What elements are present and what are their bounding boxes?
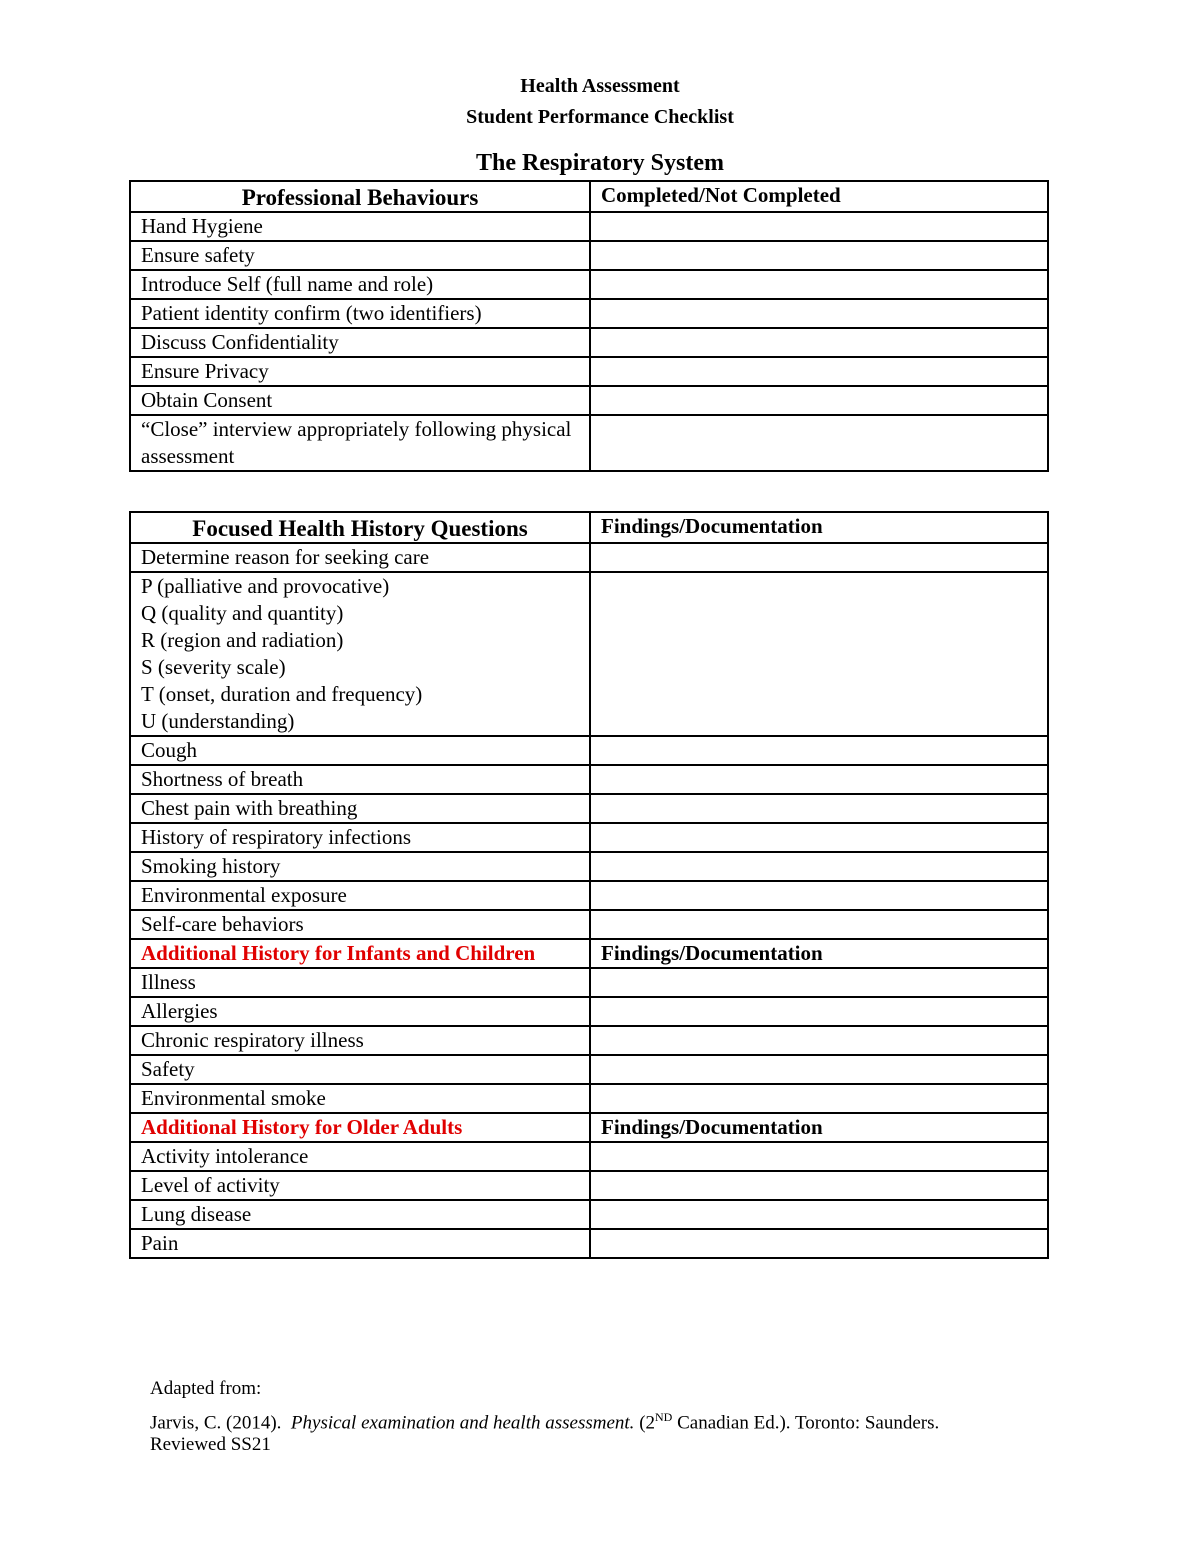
row-label: Determine reason for seeking care — [130, 543, 590, 572]
row-label: Allergies — [130, 997, 590, 1026]
doc-title: Health Assessment — [520, 75, 680, 97]
row-label: Activity intolerance — [130, 1142, 590, 1171]
findings-cell[interactable] — [590, 1229, 1048, 1258]
findings-cell[interactable] — [590, 1055, 1048, 1084]
table-row — [130, 765, 1048, 794]
pqrstu-item: Q (quality and quantity) — [141, 601, 344, 625]
findings-cell[interactable] — [590, 910, 1048, 939]
findings-cell[interactable] — [590, 765, 1048, 794]
row-label: Chest pain with breathing — [130, 794, 590, 823]
citation-ed-sup: ND — [655, 1410, 673, 1424]
row-label: Environmental smoke — [130, 1084, 590, 1113]
table-row — [130, 1026, 1048, 1055]
infants-section-title: Additional History for Infants and Children — [130, 939, 590, 968]
table-row — [130, 543, 1048, 572]
table-row — [130, 794, 1048, 823]
table-row — [130, 968, 1048, 997]
row-label: History of respiratory infections — [130, 823, 590, 852]
table-header-row — [130, 512, 1048, 543]
completed-cell[interactable] — [590, 270, 1048, 299]
completed-cell[interactable] — [590, 357, 1048, 386]
older-findings-header: Findings/Documentation — [590, 1113, 1048, 1142]
citation-author: Jarvis, C. (2014). — [150, 1412, 282, 1434]
section-header-infants — [130, 939, 1048, 968]
table-row — [130, 1200, 1048, 1229]
findings-cell[interactable] — [590, 543, 1048, 572]
completed-cell[interactable] — [590, 328, 1048, 357]
footer-adapted: Adapted from: — [150, 1378, 262, 1399]
doc-subtitle: Student Performance Checklist — [466, 106, 734, 128]
findings-cell[interactable] — [590, 1200, 1048, 1229]
findings-cell[interactable] — [590, 852, 1048, 881]
row-label: “Close” interview appropriately following physical assessment — [130, 415, 590, 471]
findings-cell[interactable] — [590, 823, 1048, 852]
table-row — [130, 1055, 1048, 1084]
findings-cell[interactable] — [590, 881, 1048, 910]
table-row — [130, 1084, 1048, 1113]
table-header-row — [130, 181, 1048, 212]
table-row — [130, 1142, 1048, 1171]
col-header-questions: Focused Health History Questions — [130, 512, 590, 543]
older-section-title: Additional History for Older Adults — [130, 1113, 590, 1142]
table-row — [130, 881, 1048, 910]
system-title: The Respiratory System — [476, 150, 724, 176]
table-row-pqrstu — [130, 572, 1048, 736]
table-row — [130, 997, 1048, 1026]
row-label: Introduce Self (full name and role) — [130, 270, 590, 299]
completed-cell[interactable] — [590, 212, 1048, 241]
row-label: Shortness of breath — [130, 765, 590, 794]
citation-ed-pre: (2 — [639, 1412, 656, 1434]
row-label: Illness — [130, 968, 590, 997]
footer-reviewed: Reviewed SS21 — [150, 1434, 271, 1455]
findings-cell[interactable] — [590, 736, 1048, 765]
row-label: Safety — [130, 1055, 590, 1084]
findings-cell[interactable] — [590, 1171, 1048, 1200]
completed-cell[interactable] — [590, 299, 1048, 328]
findings-cell[interactable] — [590, 1084, 1048, 1113]
col-header-behaviours: Professional Behaviours — [130, 181, 590, 212]
findings-cell[interactable] — [590, 968, 1048, 997]
table-row — [130, 736, 1048, 765]
table-row — [130, 299, 1048, 328]
table-row — [130, 1229, 1048, 1258]
pqrstu-list — [130, 572, 590, 736]
row-label: Level of activity — [130, 1171, 590, 1200]
table-row — [130, 328, 1048, 357]
row-label: Discuss Confidentiality — [130, 328, 590, 357]
pqrstu-item: P (palliative and provocative) — [141, 574, 390, 598]
col-header-completed: Completed/Not Completed — [590, 181, 1048, 212]
pqrstu-item: U (understanding) — [141, 709, 295, 733]
findings-cell[interactable] — [590, 1142, 1048, 1171]
table-row — [130, 1171, 1048, 1200]
row-label: Self-care behaviors — [130, 910, 590, 939]
table-row — [130, 415, 1048, 471]
findings-cell[interactable] — [590, 1026, 1048, 1055]
row-label: Obtain Consent — [130, 386, 590, 415]
health-history-table — [129, 511, 1049, 1259]
pqrstu-item: S (severity scale) — [141, 655, 286, 679]
pqrstu-item: R (region and radiation) — [141, 628, 344, 652]
row-label: Cough — [130, 736, 590, 765]
findings-cell[interactable] — [590, 572, 1048, 736]
col-header-findings: Findings/Documentation — [590, 512, 1048, 543]
citation-ed-post: Canadian Ed.). Toronto: Saunders. — [672, 1412, 940, 1434]
row-label: Patient identity confirm (two identifiers) — [130, 299, 590, 328]
professional-behaviours-table — [129, 180, 1049, 472]
row-label: Hand Hygiene — [130, 212, 590, 241]
table-row — [130, 270, 1048, 299]
findings-cell[interactable] — [590, 794, 1048, 823]
row-label: Environmental exposure — [130, 881, 590, 910]
table-row — [130, 823, 1048, 852]
infants-findings-header: Findings/Documentation — [590, 939, 1048, 968]
table-row — [130, 910, 1048, 939]
table-row — [130, 212, 1048, 241]
section-header-older — [130, 1113, 1048, 1142]
row-label: Chronic respiratory illness — [130, 1026, 590, 1055]
completed-cell[interactable] — [590, 386, 1048, 415]
row-label: Ensure Privacy — [130, 357, 590, 386]
row-label: Smoking history — [130, 852, 590, 881]
row-label: Pain — [130, 1229, 590, 1258]
table-row — [130, 241, 1048, 270]
table-row — [130, 852, 1048, 881]
table-row — [130, 386, 1048, 415]
completed-cell[interactable] — [590, 241, 1048, 270]
row-label: Lung disease — [130, 1200, 590, 1229]
row-label: Ensure safety — [130, 241, 590, 270]
completed-cell[interactable] — [590, 415, 1048, 471]
table-row — [130, 357, 1048, 386]
pqrstu-item: T (onset, duration and frequency) — [141, 682, 423, 706]
citation-title: Physical examination and health assessment. — [290, 1412, 635, 1434]
findings-cell[interactable] — [590, 997, 1048, 1026]
